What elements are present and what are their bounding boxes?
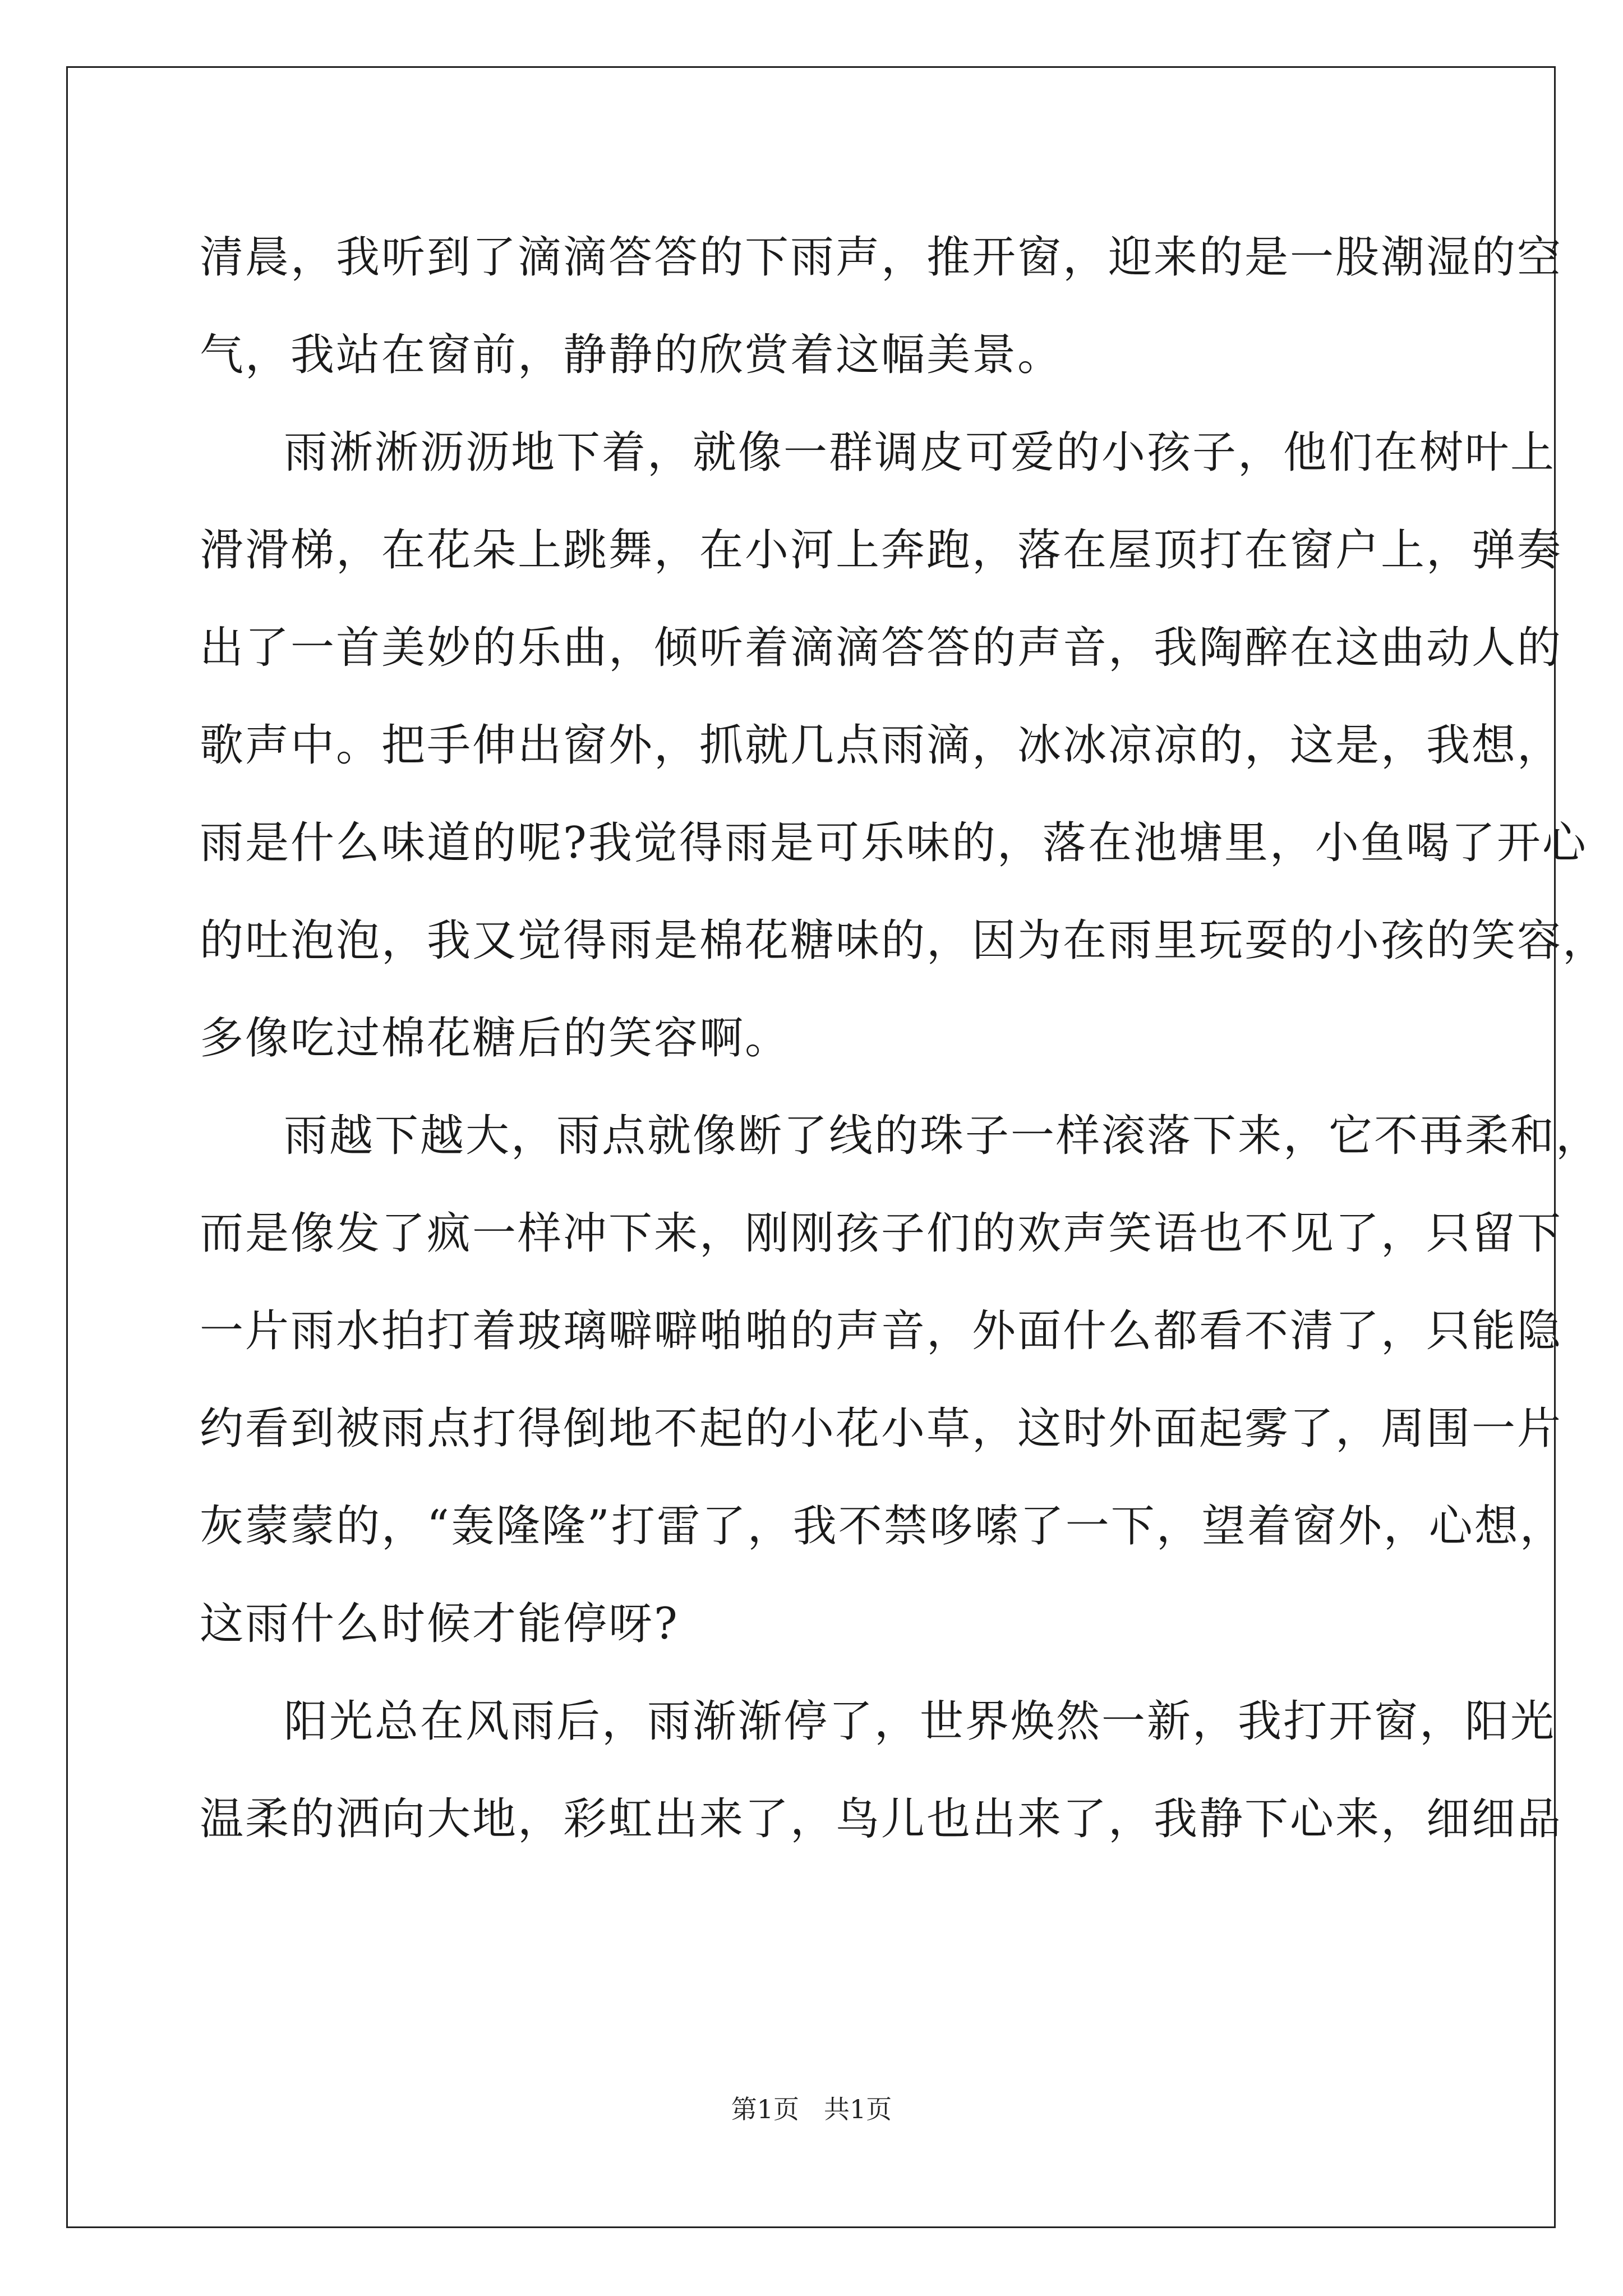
text-line: 滑滑梯，在花朵上跳舞，在小河上奔跑，落在屋顶打在窗户上，弹奏 — [200, 525, 1563, 576]
document-body — [200, 209, 1608, 1868]
page-number-total: 共1页 — [824, 2094, 892, 2124]
text-line: 清晨，我听到了滴滴答答的下雨声，推开窗，迎来的是一股潮湿的空 — [200, 232, 1563, 283]
text-line: 的吐泡泡，我又觉得雨是棉花糖味的，因为在雨里玩耍的小孩的笑容， — [200, 915, 1608, 966]
paragraph-first-line: 雨越下越大，雨点就像断了线的珠子一样滚落下来，它不再柔和， — [284, 1111, 1602, 1161]
text-line: 歌声中。把手伸出窗外，抓就几点雨滴，冰冰凉凉的，这是，我想， — [200, 720, 1563, 771]
text-line: 气，我站在窗前，静静的欣赏着这幅美景。 — [200, 330, 1063, 380]
text-line: 出了一首美妙的乐曲，倾听着滴滴答答的声音，我陶醉在这曲动人的 — [200, 623, 1563, 673]
page-footer — [0, 2092, 1623, 2126]
text-line: 约看到被雨点打得倒地不起的小花小草，这时外面起雾了，周围一片 — [200, 1404, 1563, 1454]
text-line: 雨是什么味道的呢?我觉得雨是可乐味的，落在池塘里，小鱼喝了开心 — [200, 818, 1588, 868]
text-line: 而是像发了疯一样冲下来，刚刚孩子们的欢声笑语也不见了，只留下 — [200, 1208, 1563, 1259]
text-line: 一片雨水拍打着玻璃噼噼啪啪的声音，外面什么都看不清了，只能隐 — [200, 1306, 1563, 1356]
text-line: 这雨什么时候才能停呀? — [200, 1599, 679, 1649]
text-line: 多像吃过棉花糖后的笑容啊。 — [200, 1013, 791, 1064]
paragraph-first-line: 阳光总在风雨后，雨渐渐停了，世界焕然一新，我打开窗，阳光 — [284, 1696, 1556, 1747]
paragraph-first-line: 雨淅淅沥沥地下着，就像一群调皮可爱的小孩子，他们在树叶上 — [284, 427, 1556, 478]
page-number-current: 第1页 — [731, 2094, 799, 2124]
text-line: 灰蒙蒙的，“轰隆隆”打雷了，我不禁哆嗦了一下，望着窗外，心想， — [200, 1501, 1565, 1552]
text-line: 温柔的洒向大地，彩虹出来了，鸟儿也出来了，我静下心来，细细品 — [200, 1794, 1563, 1844]
